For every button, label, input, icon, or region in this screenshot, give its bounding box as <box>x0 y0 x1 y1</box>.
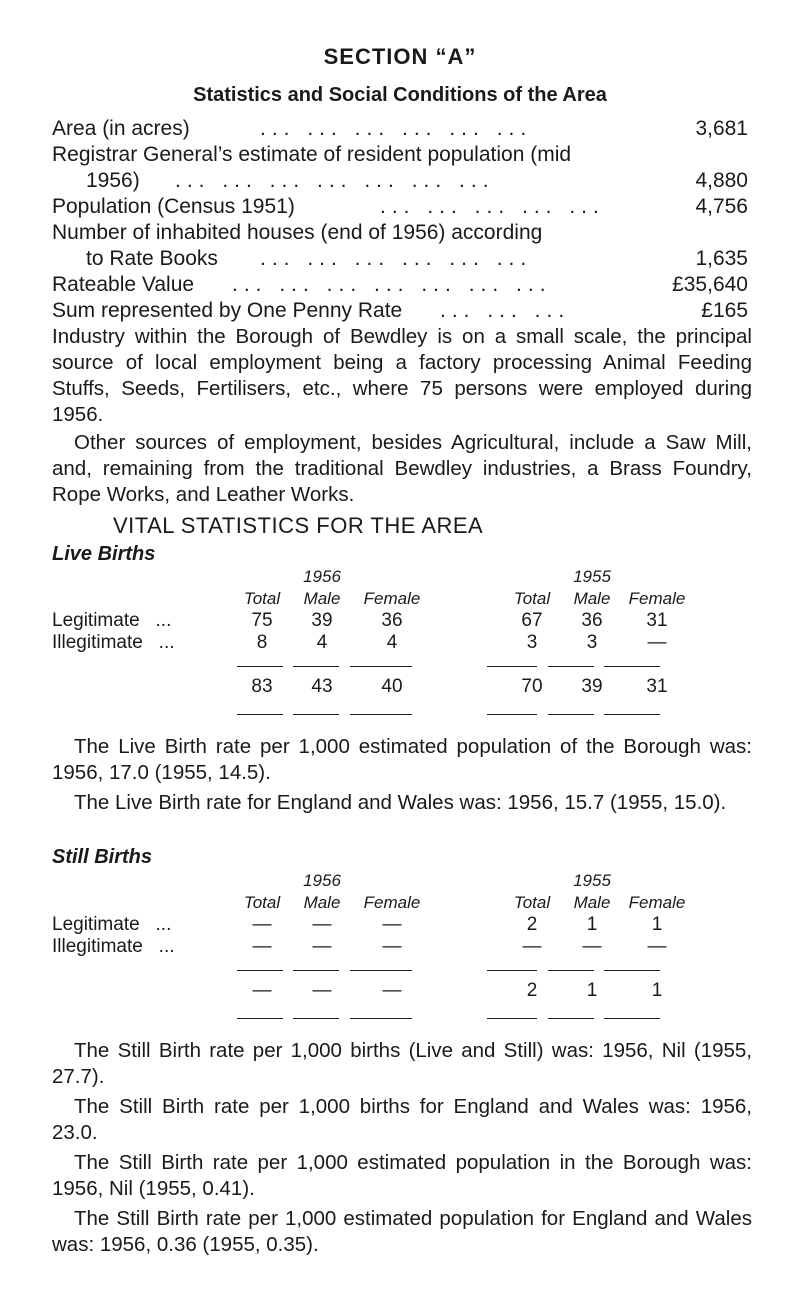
live-rate-borough-text: The Live Birth rate per 1,000 estimated population of the Borough was: 1956, 17.0 (1955, 14.5). <box>52 735 752 784</box>
divider <box>604 714 660 715</box>
table-cell: — <box>522 936 542 957</box>
table-cell: 3 <box>586 632 598 653</box>
row-label: Legitimate <box>52 914 140 935</box>
divider <box>548 714 594 715</box>
divider <box>293 666 339 667</box>
table-cell: — <box>312 936 332 957</box>
table-cell: 36 <box>581 610 603 631</box>
year-label: 1955 <box>573 871 611 890</box>
divider <box>604 1018 660 1019</box>
column-header: Total <box>243 589 281 608</box>
table-cell: — <box>582 936 602 957</box>
divider <box>548 666 594 667</box>
total-cell: 43 <box>311 676 333 697</box>
column-header: Female <box>363 589 421 608</box>
row-dots: ... <box>155 914 172 935</box>
subtitle: Statistics and Social Conditions of the Area <box>193 84 607 106</box>
divider <box>237 714 283 715</box>
still-births-table <box>52 870 692 1002</box>
employment-paragraph <box>52 430 752 508</box>
divider <box>548 970 594 971</box>
table-row <box>52 914 692 936</box>
stat-value-estimate: 4,880 <box>695 169 748 192</box>
leader-dots: ... ... ... ... ... ... ... <box>232 273 552 296</box>
total-cell: 2 <box>526 980 538 1001</box>
divider <box>350 666 412 667</box>
total-cell: 1 <box>651 980 663 1001</box>
stat-label-estimate-cont: 1956) <box>86 169 140 192</box>
table-cell: 39 <box>311 610 333 631</box>
table-cell: 1 <box>651 914 663 935</box>
table-cell: — <box>647 632 667 653</box>
industry-paragraph <box>52 324 752 428</box>
total-cell: — <box>252 980 272 1001</box>
stat-label-houses: Number of inhabited houses (end of 1956) according <box>52 221 543 244</box>
column-header: Female <box>628 589 686 608</box>
still-birth-rate-england-population <box>52 1206 752 1258</box>
totals-row <box>52 676 692 698</box>
leader-dots: ... ... ... <box>440 299 571 322</box>
divider <box>293 714 339 715</box>
stat-label-penny-rate: Sum represented by One Penny Rate <box>52 299 403 322</box>
divider <box>237 970 283 971</box>
row-label: Illegitimate <box>52 632 143 653</box>
stat-value-area: 3,681 <box>695 117 748 140</box>
still-birth-rate-borough-population <box>52 1150 752 1202</box>
divider <box>293 1018 339 1019</box>
row-dots: ... <box>158 936 175 957</box>
divider <box>350 1018 412 1019</box>
leader-dots: ... ... ... ... ... ... <box>260 117 533 140</box>
totals-row <box>52 980 692 1002</box>
divider <box>350 714 412 715</box>
divider <box>548 1018 594 1019</box>
stat-label-estimate: Registrar General’s estimate of resident population (mid <box>52 143 572 166</box>
table-cell: 4 <box>316 632 328 653</box>
vital-statistics-heading: VITAL STATISTICS FOR THE AREA <box>113 513 484 538</box>
total-cell: 40 <box>381 676 403 697</box>
year-label: 1956 <box>303 871 341 890</box>
row-label: Legitimate <box>52 610 140 631</box>
table-cell: — <box>312 914 332 935</box>
column-header: Male <box>573 893 611 912</box>
table-cell: 75 <box>251 610 273 631</box>
divider <box>487 1018 537 1019</box>
table-cell: — <box>382 936 402 957</box>
table-cell: 2 <box>526 914 538 935</box>
live-birth-rate-england <box>52 790 752 816</box>
stat-label-rateable: Rateable Value <box>52 273 195 296</box>
live-births-heading: Live Births <box>52 543 156 565</box>
row-label: Illegitimate <box>52 936 143 957</box>
live-birth-rate-borough <box>52 734 752 786</box>
column-header: Male <box>573 589 611 608</box>
column-header: Male <box>303 589 341 608</box>
divider <box>604 970 660 971</box>
stat-label-census: Population (Census 1951) <box>52 195 295 218</box>
industry-text: Industry within the Borough of Bewdley is on a small scale, the principal source of local employment being a factory processing Animal Feeding Stuffs, Seeds, Fertilisers, etc., where 75 persons were employed during 1956. <box>52 325 752 426</box>
stat-label-area: Area (in acres) <box>52 117 190 140</box>
table-cell: 8 <box>256 632 268 653</box>
total-cell: 31 <box>646 676 668 697</box>
leader-dots: ... ... ... ... ... ... ... <box>175 169 495 192</box>
table-cell: 4 <box>386 632 398 653</box>
table-cell: — <box>252 914 272 935</box>
total-cell: 70 <box>521 676 543 697</box>
section-title: SECTION “A” <box>323 44 477 69</box>
employment-text: Other sources of employment, besides Agricultural, include a Saw Mill, and, remaining from the traditional Bewdley industries, a Brass Foundry, Rope Works, and Leather Works. <box>52 431 752 506</box>
total-cell: — <box>312 980 332 1001</box>
column-header: Total <box>243 893 281 912</box>
still-rate-borough-pop-text: The Still Birth rate per 1,000 estimated population in the Borough was: 1956, Nil (1955, 0.41). <box>52 1151 752 1200</box>
year-label: 1956 <box>303 567 341 586</box>
column-header: Total <box>513 893 551 912</box>
total-cell: 1 <box>586 980 598 1001</box>
still-rate-england-births-text: The Still Birth rate per 1,000 births for England and Wales was: 1956, 23.0. <box>52 1095 752 1144</box>
table-cell: 36 <box>381 610 403 631</box>
divider <box>487 666 537 667</box>
still-birth-rate-england-births <box>52 1094 752 1146</box>
divider <box>487 970 537 971</box>
live-rate-england-text: The Live Birth rate for England and Wales was: 1956, 15.7 (1955, 15.0). <box>74 791 727 814</box>
table-cell: — <box>382 914 402 935</box>
still-birth-rate-births <box>52 1038 752 1090</box>
table-row <box>52 610 692 632</box>
column-header: Male <box>303 893 341 912</box>
stat-value-rateable: £35,640 <box>672 273 748 296</box>
table-cell: — <box>647 936 667 957</box>
column-header: Total <box>513 589 551 608</box>
total-cell: 39 <box>581 676 603 697</box>
table-cell: 67 <box>521 610 543 631</box>
table-cell: 1 <box>586 914 598 935</box>
divider <box>350 970 412 971</box>
still-births-heading: Still Births <box>52 846 153 868</box>
still-rate-england-pop-text: The Still Birth rate per 1,000 estimated population for England and Wales was: 1956, 0.36 (1955, 0.35). <box>52 1207 752 1256</box>
stat-label-houses-cont: to Rate Books <box>86 247 218 270</box>
total-cell: 83 <box>251 676 273 697</box>
table-row <box>52 632 692 654</box>
column-header: Female <box>628 893 686 912</box>
leader-dots: ... ... ... ... ... ... <box>260 247 533 270</box>
table-cell: — <box>252 936 272 957</box>
total-cell: — <box>382 980 402 1001</box>
live-births-table <box>52 566 692 698</box>
row-dots: ... <box>158 632 175 653</box>
stat-value-houses: 1,635 <box>695 247 748 270</box>
row-dots: ... <box>155 610 172 631</box>
table-cell: 31 <box>646 610 668 631</box>
still-rate-births-text: The Still Birth rate per 1,000 births (Live and Still) was: 1956, Nil (1955, 27.7). <box>52 1039 752 1088</box>
column-header: Female <box>363 893 421 912</box>
table-row <box>52 936 692 958</box>
divider <box>487 714 537 715</box>
divider <box>293 970 339 971</box>
divider <box>237 666 283 667</box>
stat-value-penny-rate: £165 <box>701 299 748 322</box>
year-label: 1955 <box>573 567 611 586</box>
leader-dots: ... ... ... ... ... <box>380 195 605 218</box>
divider <box>604 666 660 667</box>
stat-value-census: 4,756 <box>695 195 748 218</box>
divider <box>237 1018 283 1019</box>
table-cell: 3 <box>526 632 538 653</box>
